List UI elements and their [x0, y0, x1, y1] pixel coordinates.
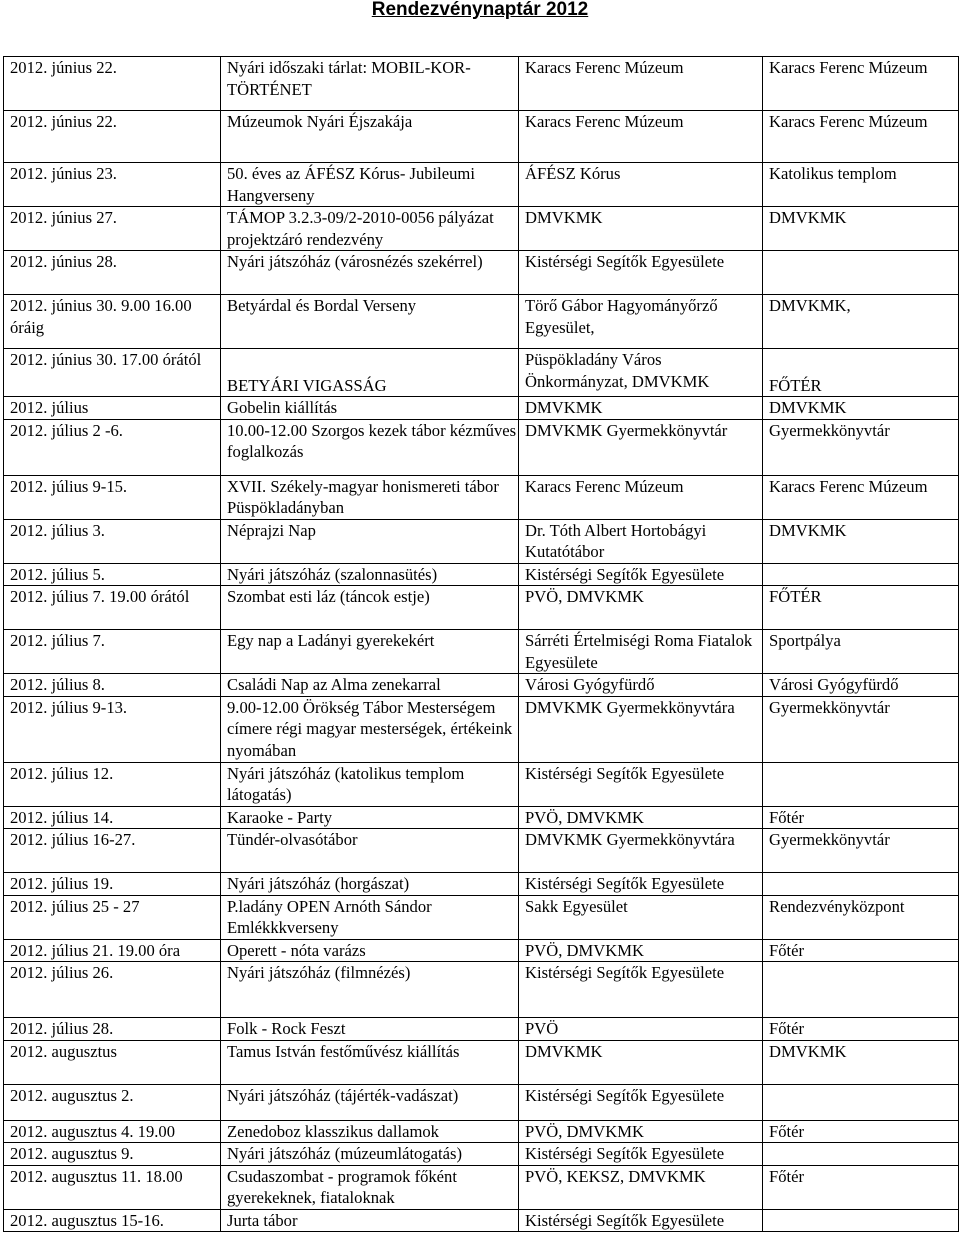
event-date: 2012. június 27.: [4, 207, 221, 251]
event-name: Gobelin kiállítás: [221, 397, 519, 420]
event-name: Nyári időszaki tárlat: MOBIL-KOR-TÖRTÉNET: [221, 57, 519, 111]
event-organizer: Kistérségi Segítők Egyesülete: [519, 1143, 763, 1166]
event-location: [763, 873, 959, 896]
event-name: Nyári játszóház (városnézés szekérrel): [221, 251, 519, 295]
event-location: Karacs Ferenc Múzeum: [763, 57, 959, 111]
event-location: Gyermekkönyvtár: [763, 696, 959, 762]
table-row: [4, 762, 959, 806]
table-row: [4, 674, 959, 697]
event-name: Karaoke - Party: [221, 806, 519, 829]
event-organizer: DMVKMK: [519, 207, 763, 251]
table-row: [4, 1040, 959, 1084]
table-row: [4, 1018, 959, 1041]
event-organizer: Püspökladány Város Önkormányzat, DMVKMK: [519, 349, 763, 397]
event-date: 2012. június 22.: [4, 57, 221, 111]
table-row: [4, 295, 959, 349]
event-date: 2012. július 19.: [4, 873, 221, 896]
event-name: 50. éves az ÁFÉSZ Kórus- Jubileumi Hangverseny: [221, 163, 519, 207]
event-date: 2012. augusztus 4. 19.00: [4, 1120, 221, 1143]
event-location: [763, 251, 959, 295]
event-location: Katolikus templom: [763, 163, 959, 207]
event-date: 2012. július 7. 19.00 órától: [4, 586, 221, 630]
event-name: 9.00-12.00 Örökség Tábor Mesterségem címere régi magyar mesterségek, értékeink nyomában: [221, 696, 519, 762]
event-date: 2012. július 8.: [4, 674, 221, 697]
event-organizer: Kistérségi Segítők Egyesülete: [519, 251, 763, 295]
event-organizer: PVÖ: [519, 1018, 763, 1041]
table-row: [4, 349, 959, 397]
table-row: [4, 519, 959, 563]
event-location: [763, 1209, 959, 1232]
event-date: 2012. augusztus 9.: [4, 1143, 221, 1166]
event-calendar-table: [3, 56, 959, 1232]
event-name: TÁMOP 3.2.3-09/2-2010-0056 pályázat projektzáró rendezvény: [221, 207, 519, 251]
event-name: Tündér-olvasótábor: [221, 829, 519, 873]
event-organizer: Városi Gyógyfürdő: [519, 674, 763, 697]
table-row: [4, 163, 959, 207]
event-organizer: Sárréti Értelmiségi Roma Fiatalok Egyesülete: [519, 630, 763, 674]
event-organizer: PVÖ, DMVKMK: [519, 806, 763, 829]
event-location: Karacs Ferenc Múzeum: [763, 475, 959, 519]
event-organizer: PVÖ, DMVKMK: [519, 1120, 763, 1143]
event-location: Főtér: [763, 1018, 959, 1041]
event-date: 2012. június 30. 9.00 16.00 óráig: [4, 295, 221, 349]
page-title: Rendezvénynaptár 2012: [371, 0, 589, 20]
table-row: [4, 111, 959, 163]
event-organizer: Karacs Ferenc Múzeum: [519, 111, 763, 163]
event-organizer: Kistérségi Segítők Egyesülete: [519, 1209, 763, 1232]
table-row: [4, 895, 959, 939]
event-location: [763, 762, 959, 806]
event-location: [763, 563, 959, 586]
event-organizer: Dr. Tóth Albert Hortobágyi Kutatótábor: [519, 519, 763, 563]
table-row: [4, 1120, 959, 1143]
table-row: [4, 57, 959, 111]
table-row: [4, 939, 959, 962]
event-date: 2012. június 30. 17.00 órától: [4, 349, 221, 397]
event-date: 2012. július 16-27.: [4, 829, 221, 873]
event-location: DMVKMK,: [763, 295, 959, 349]
event-location: [763, 962, 959, 1018]
event-date: 2012. július 9-13.: [4, 696, 221, 762]
event-date: 2012. július 14.: [4, 806, 221, 829]
event-date: 2012. augusztus 2.: [4, 1084, 221, 1120]
event-name: Nyári játszóház (horgászat): [221, 873, 519, 896]
event-name: P.ladány OPEN Arnóth Sándor Emlékkkverseny: [221, 895, 519, 939]
event-organizer: Kistérségi Segítők Egyesülete: [519, 1084, 763, 1120]
event-organizer: DMVKMK Gyermekkönyvtára: [519, 696, 763, 762]
event-location: Városi Gyógyfürdő: [763, 674, 959, 697]
event-date: 2012. július 12.: [4, 762, 221, 806]
event-name: Egy nap a Ladányi gyerekekért: [221, 630, 519, 674]
event-location: DMVKMK: [763, 1040, 959, 1084]
event-location: DMVKMK: [763, 519, 959, 563]
table-row: [4, 475, 959, 519]
event-name: 10.00-12.00 Szorgos kezek tábor kézműves foglalkozás: [221, 419, 519, 475]
event-location: Főtér: [763, 806, 959, 829]
event-date: 2012. július 25 - 27: [4, 895, 221, 939]
event-organizer: Kistérségi Segítők Egyesülete: [519, 873, 763, 896]
event-name: Tamus István festőművész kiállítás: [221, 1040, 519, 1084]
event-location: [763, 1084, 959, 1120]
table-row: [4, 829, 959, 873]
event-location: FŐTÉR: [763, 586, 959, 630]
event-name: Nyári játszóház (múzeumlátogatás): [221, 1143, 519, 1166]
event-location: DMVKMK: [763, 397, 959, 420]
event-date: 2012. június 28.: [4, 251, 221, 295]
event-date: 2012. július 5.: [4, 563, 221, 586]
table-row: [4, 251, 959, 295]
event-location: DMVKMK: [763, 207, 959, 251]
table-row: [4, 806, 959, 829]
event-organizer: Sakk Egyesület: [519, 895, 763, 939]
event-date: 2012. július: [4, 397, 221, 420]
event-name: Nyári játszóház (szalonnasütés): [221, 563, 519, 586]
event-name: Múzeumok Nyári Éjszakája: [221, 111, 519, 163]
event-name: Szombat esti láz (táncok estje): [221, 586, 519, 630]
event-name: BETYÁRI VIGASSÁG: [221, 349, 519, 397]
event-organizer: DMVKMK: [519, 1040, 763, 1084]
event-organizer: Karacs Ferenc Múzeum: [519, 57, 763, 111]
table-row: [4, 630, 959, 674]
event-name: XVII. Székely-magyar honismereti tábor Püspökladányban: [221, 475, 519, 519]
event-date: 2012. július 3.: [4, 519, 221, 563]
event-date: 2012. július 26.: [4, 962, 221, 1018]
table-row: [4, 1165, 959, 1209]
event-date: 2012. július 9-15.: [4, 475, 221, 519]
table-row: [4, 1084, 959, 1120]
event-organizer: DMVKMK: [519, 397, 763, 420]
event-organizer: Kistérségi Segítők Egyesülete: [519, 962, 763, 1018]
table-row: [4, 1209, 959, 1232]
event-date: 2012. július 2 -6.: [4, 419, 221, 475]
event-date: 2012. július 7.: [4, 630, 221, 674]
event-location: [763, 1143, 959, 1166]
event-organizer: DMVKMK Gyermekkönyvtára: [519, 829, 763, 873]
event-organizer: PVÖ, DMVKMK: [519, 939, 763, 962]
event-date: 2012. június 22.: [4, 111, 221, 163]
event-name: Nyári játszóház (katolikus templom látogatás): [221, 762, 519, 806]
event-organizer: ÁFÉSZ Kórus: [519, 163, 763, 207]
table-row: [4, 873, 959, 896]
event-date: 2012. június 23.: [4, 163, 221, 207]
event-organizer: DMVKMK Gyermekkönyvtár: [519, 419, 763, 475]
event-date: 2012. augusztus 11. 18.00: [4, 1165, 221, 1209]
event-location: Főtér: [763, 1165, 959, 1209]
event-name: Zenedoboz klasszikus dallamok: [221, 1120, 519, 1143]
table-row: [4, 586, 959, 630]
event-location: Főtér: [763, 1120, 959, 1143]
event-name: Nyári játszóház (filmnézés): [221, 962, 519, 1018]
event-organizer: Kistérségi Segítők Egyesülete: [519, 563, 763, 586]
event-organizer: Törő Gábor Hagyományőrző Egyesület,: [519, 295, 763, 349]
table-row: [4, 419, 959, 475]
event-organizer: Karacs Ferenc Múzeum: [519, 475, 763, 519]
event-location: Gyermekkönyvtár: [763, 829, 959, 873]
table-row: [4, 397, 959, 420]
table-row: [4, 563, 959, 586]
event-name: Néprajzi Nap: [221, 519, 519, 563]
event-name: Folk - Rock Feszt: [221, 1018, 519, 1041]
event-organizer: PVÖ, KEKSZ, DMVKMK: [519, 1165, 763, 1209]
event-organizer: Kistérségi Segítők Egyesülete: [519, 762, 763, 806]
event-location: Karacs Ferenc Múzeum: [763, 111, 959, 163]
event-location: Rendezvényközpont: [763, 895, 959, 939]
event-location: FŐTÉR: [763, 349, 959, 397]
event-organizer: PVÖ, DMVKMK: [519, 586, 763, 630]
event-date: 2012. július 28.: [4, 1018, 221, 1041]
event-name: Családi Nap az Alma zenekarral: [221, 674, 519, 697]
event-name: Betyárdal és Bordal Verseny: [221, 295, 519, 349]
event-date: 2012. augusztus: [4, 1040, 221, 1084]
table-row: [4, 696, 959, 762]
event-date: 2012. július 21. 19.00 óra: [4, 939, 221, 962]
event-location: Főtér: [763, 939, 959, 962]
event-location: Gyermekkönyvtár: [763, 419, 959, 475]
table-row: [4, 962, 959, 1018]
event-date: 2012. augusztus 15-16.: [4, 1209, 221, 1232]
event-name: Nyári játszóház (tájérték-vadászat): [221, 1084, 519, 1120]
event-name: Jurta tábor: [221, 1209, 519, 1232]
event-name: Csudaszombat - programok főként gyerekeknek, fiataloknak: [221, 1165, 519, 1209]
table-row: [4, 1143, 959, 1166]
event-location: Sportpálya: [763, 630, 959, 674]
table-row: [4, 207, 959, 251]
event-name: Operett - nóta varázs: [221, 939, 519, 962]
